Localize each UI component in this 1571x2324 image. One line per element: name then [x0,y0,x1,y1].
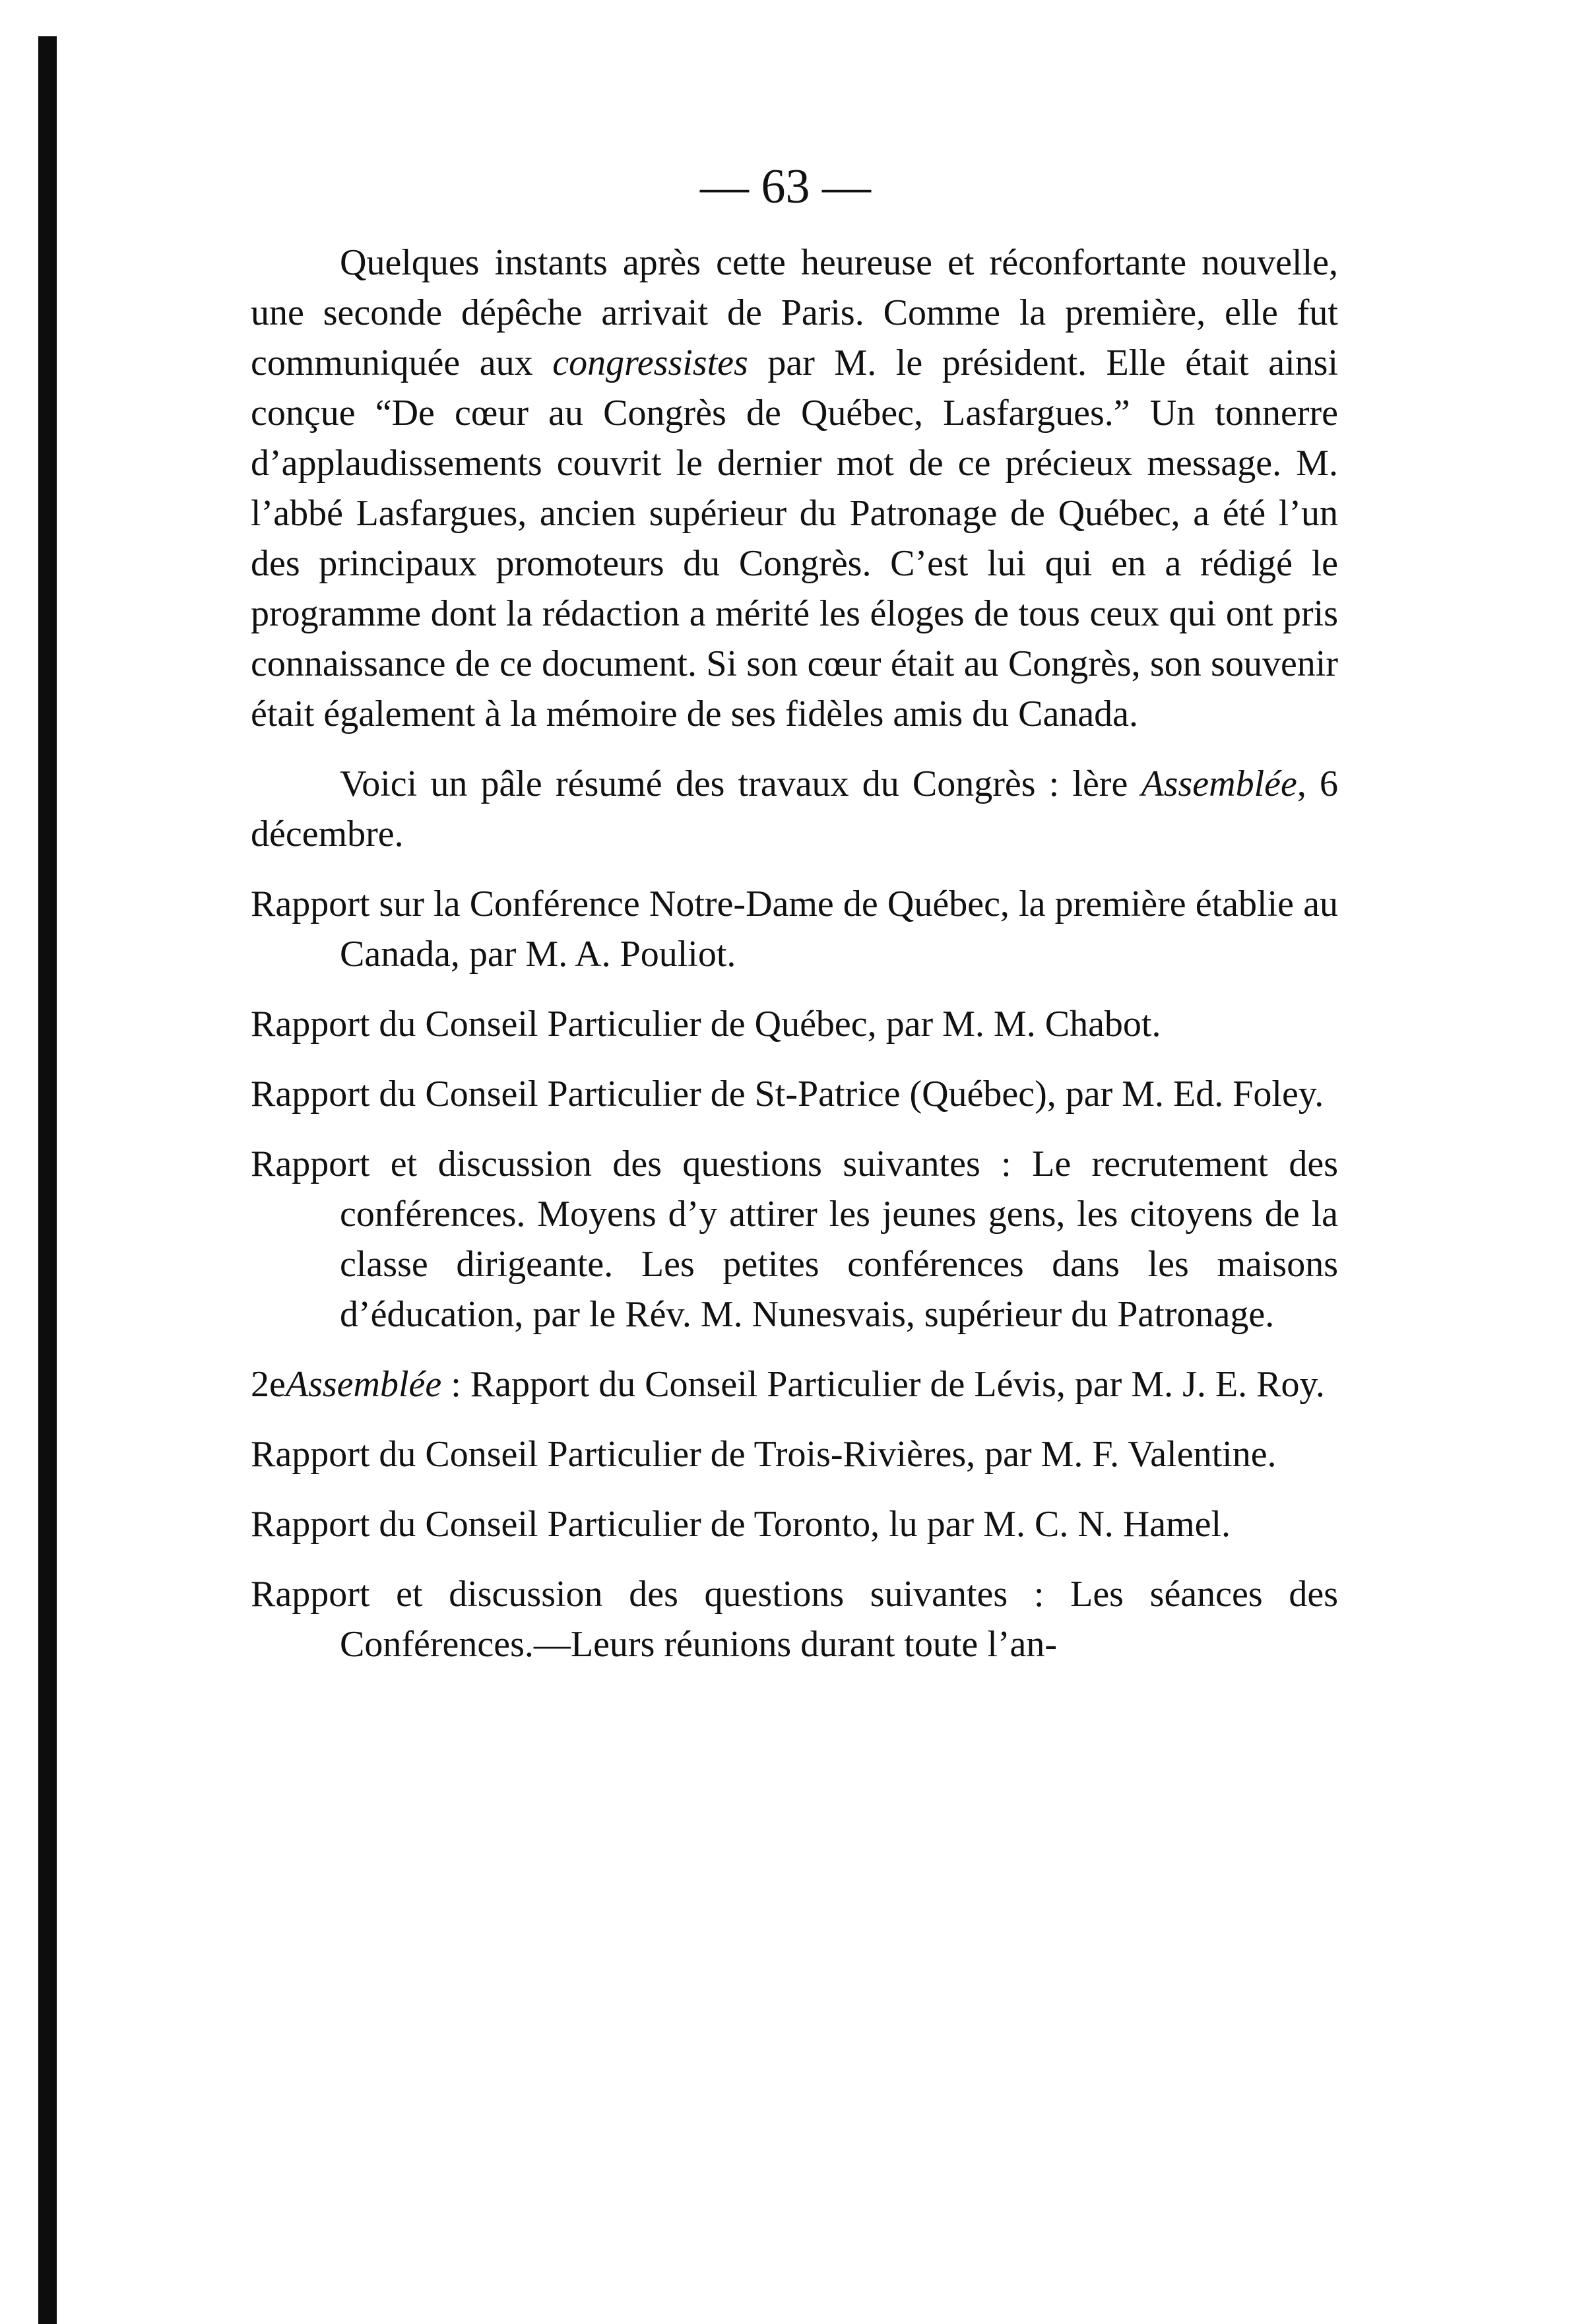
list-item: 2eAssemblée : Rapport du Conseil Particulier de Lévis, par M. J. E. Roy. [251,1364,1325,1405]
list-item: Rapport et discussion des questions suivantes : Les séances des Conférences.—Leurs réunions durant toute l’an- [251,1574,1338,1665]
page-text [251,238,1338,1689]
paragraph-telegram: Quelques instants après cette heureuse et réconfortante nouvelle, une seconde dépêche arrivait de Paris. Comme la première, elle fut communiquée aux congressistes par M. le président. Elle était ainsi conçue “De cœur au Congrès de Québec, Lasfargues.” Un tonnerre d’applaudissements couvrit le dernier mot de ce précieux message. M. l’abbé Lasfargues, ancien supérieur du Patronage de Québec, a été l’un des principaux promoteurs du Congrès. C’est lui qui en a rédigé le programme dont la rédaction a mérité les éloges de tous ceux qui ont pris connaissance de ce document. Si son cœur était au Congrès, son souvenir était également à la mémoire de ses fidèles amis du Canada. [251,242,1338,734]
list-item: Rapport du Conseil Particulier de Québec, par M. M. Chabot. [251,1004,1161,1045]
list-item: Rapport du Conseil Particulier de Toronto, lu par M. C. N. Hamel. [251,1504,1231,1545]
list-item: Rapport du Conseil Particulier de St-Patrice (Québec), par M. Ed. Foley. [251,1074,1324,1114]
list-item: Rapport et discussion des questions suivantes : Le recrutement des conférences. Moyens d’y attirer les jeunes gens, les citoyens de la classe dirigeante. Les petites conférences dans les maisons d’éducation, par le Rév. M. Nunesvais, supérieur du Patronage. [251,1144,1338,1335]
page-number: — 63 — [700,160,871,214]
list-item: Rapport sur la Conférence Notre-Dame de Québec, la première établie au Canada, par M. A. Pouliot. [251,884,1338,975]
list-item: Rapport du Conseil Particulier de Trois-Rivières, par M. F. Valentine. [251,1434,1277,1475]
paragraph-summary-intro: Voici un pâle résumé des travaux du Congrès : lère Assemblée, 6 décembre. [251,763,1339,855]
binding-edge [38,36,57,2324]
